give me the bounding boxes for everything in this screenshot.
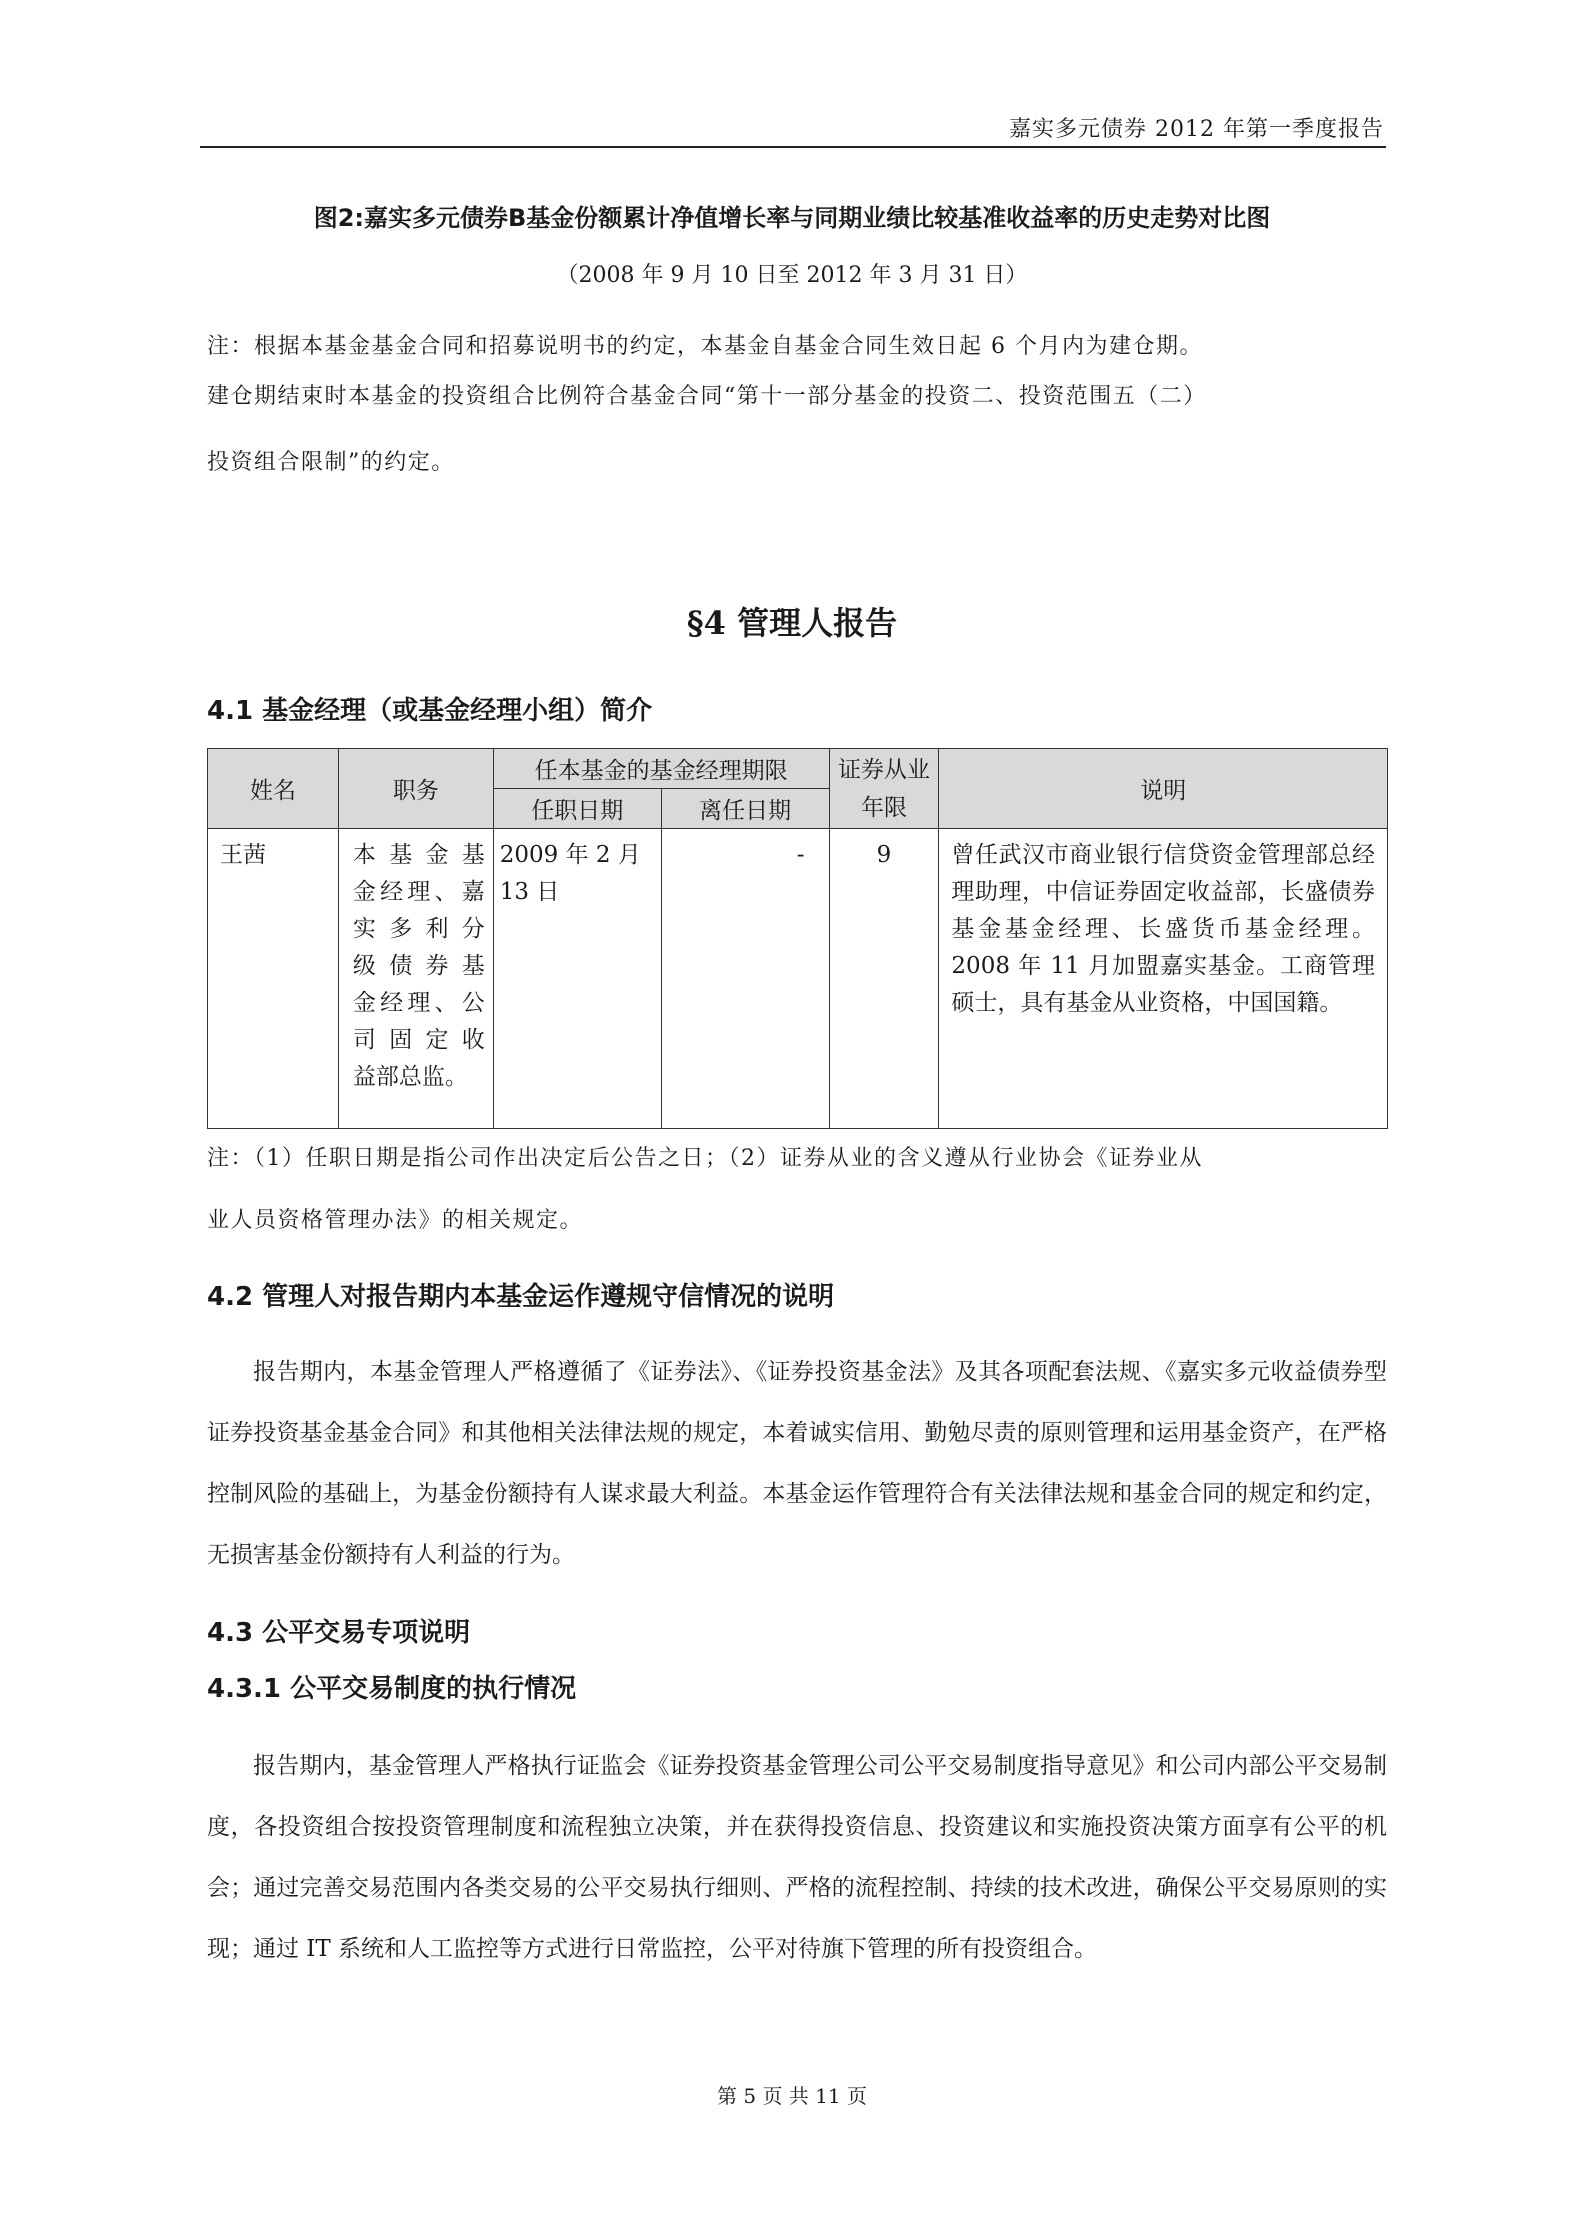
- header-tenure: 任本基金的基金经理期限: [493, 749, 829, 789]
- figure-note-line: 建仓期结束时本基金的投资组合比例符合基金合同“第十一部分基金的投资二、投资范围五（二）: [207, 384, 1207, 409]
- header-position: 职务: [338, 749, 493, 829]
- position-line: 本基金基: [352, 842, 485, 868]
- header-divider: [200, 146, 1386, 148]
- fund-manager-table: [207, 748, 1388, 1129]
- page-number: 第 5 页 共 11 页: [717, 2084, 867, 2108]
- manager-position: [338, 829, 493, 1129]
- header-description: 说明: [939, 749, 1388, 829]
- table-note-line: 业人员资格管理办法》的相关规定。: [207, 1208, 584, 1233]
- table-row: [208, 829, 1388, 1129]
- section-4-3-1-heading: 4.3.1 公平交易制度的执行情况: [207, 1674, 577, 1704]
- position-line: 益部总监。: [352, 1064, 468, 1090]
- figure-date-range: （2008 年 9 月 10 日至 2012 年 3 月 31 日）: [556, 263, 1028, 288]
- manager-end-date: -: [661, 829, 829, 1129]
- manager-years: 9: [829, 829, 939, 1129]
- header-years: 证券从业年限: [829, 749, 939, 829]
- manager-name: 王茜: [208, 829, 339, 1129]
- section-4-1-heading: 4.1 基金经理（或基金经理小组）简介: [207, 696, 653, 726]
- table-note-line: 注：（1）任职日期是指公司作出决定后公告之日；（2）证券从业的含义遵从行业协会《证券业从: [207, 1146, 1203, 1171]
- position-line: 金经理、嘉: [352, 879, 485, 905]
- section-4-2-heading: 4.2 管理人对报告期内本基金运作遵规守信情况的说明: [207, 1282, 835, 1312]
- position-line: 实多利分: [352, 916, 485, 942]
- header-start-date: 任职日期: [493, 789, 661, 829]
- header-end-date: 离任日期: [661, 789, 829, 829]
- header-title: 嘉实多元债券 2012 年第一季度报告: [1009, 117, 1384, 142]
- figure-note-line: 投资组合限制”的约定。: [207, 450, 455, 475]
- position-line: 司固定收: [352, 1027, 485, 1053]
- section-4-3-1-paragraph: 报告期内，基金管理人严格执行证监会《证券投资基金管理公司公平交易制度指导意见》和公司内部公平交易制度，各投资组合按投资管理制度和流程独立决策，并在获得投资信息、投资建议和实施投资决策方面享有公平的机会；通过完善交易范围内各类交易的公平交易执行细则、严格的流程控制、持续的技术改进，确保公平交易原则的实现；通过 IT 系统和人工监控等方式进行日常监控，公平对待旗下管理的所有投资组合。: [207, 1753, 1387, 1962]
- section-4-3-heading: 4.3 公平交易专项说明: [207, 1618, 471, 1648]
- manager-start-date: 2009 年 2 月 13 日: [493, 829, 661, 1129]
- header-name: 姓名: [208, 749, 339, 829]
- figure-note-line: 注：根据本基金基金合同和招募说明书的约定，本基金自基金合同生效日起 6 个月内为建仓期。: [207, 334, 1203, 359]
- section-4-2-paragraph: 报告期内，本基金管理人严格遵循了《证券法》、《证券投资基金法》及其各项配套法规、《嘉实多元收益债券型证券投资基金基金合同》和其他相关法律法规的规定，本着诚实信用、勤勉尽责的原则管理和运用基金资产，在严格控制风险的基础上，为基金份额持有人谋求最大利益。本基金运作管理符合有关法律法规和基金合同的规定和约定，无损害基金份额持有人利益的行为。: [207, 1359, 1387, 1568]
- manager-description: 曾任武汉市商业银行信贷资金管理部总经理助理，中信证券固定收益部，长盛债券基金基金经理、长盛货币基金经理。2008 年 11 月加盟嘉实基金。工商管理硕士，具有基金从业资格，中国国籍。: [939, 829, 1388, 1129]
- position-line: 级债券基: [352, 953, 485, 979]
- section-title: §4 管理人报告: [686, 604, 898, 642]
- figure-title: 图2:嘉实多元债券B基金份额累计净值增长率与同期业绩比较基准收益率的历史走势对比图: [313, 204, 1271, 232]
- position-line: 金经理、公: [352, 990, 485, 1016]
